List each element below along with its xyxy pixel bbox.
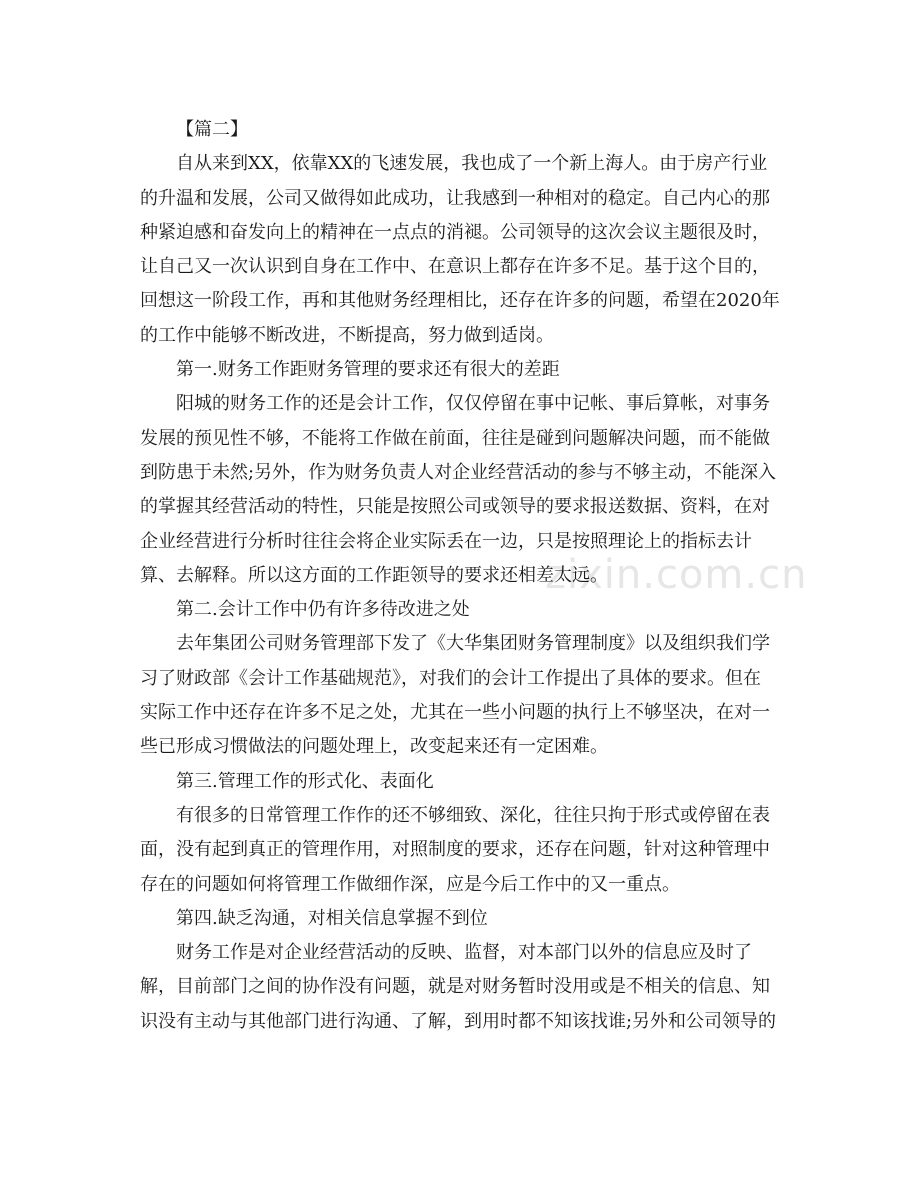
paragraph-line: 自从来到XX，依靠XX的飞速发展，我也成了一个新上海人。由于房产行业 [176, 153, 768, 175]
subheading: 第一.财务工作距财务管理的要求还有很大的差距 [176, 359, 560, 381]
paragraph-line: 存在的问题如何将管理工作做细作深，应是今后工作中的又一重点。 [140, 873, 680, 895]
paragraph-line: 的升温和发展，公司又做得如此成功，让我感到一种相对的稳定。自己内心的那 [140, 187, 770, 209]
paragraph-line: 的掌握其经营活动的特性，只能是按照公司或领导的要求报送数据、资料，在对 [140, 496, 770, 518]
paragraph-line: 回想这一阶段工作，再和其他财务经理相比，还存在许多的问题，希望在2020年 [140, 290, 780, 312]
paragraph-line: 实际工作中还存在许多不足之处，尤其在一些小问题的执行上不够坚决，在对一 [140, 702, 770, 724]
paragraph-line: 到防患于未然;另外，作为财务负责人对企业经营活动的参与不够主动，不能深入 [140, 461, 777, 483]
paragraph-line: 去年集团公司财务管理部下发了《大华集团财务管理制度》以及组织我们学 [176, 633, 770, 655]
paragraph-line: 算、去解释。所以这方面的工作距领导的要求还相差太远。 [140, 564, 608, 586]
subheading: 第四.缺乏沟通，对相关信息掌握不到位 [176, 907, 488, 929]
paragraph-line: 的工作中能够不断改进，不断提高，努力做到适岗。 [140, 324, 554, 346]
paragraph-line: 阳城的财务工作的还是会计工作，仅仅停留在事中记帐、事后算帐，对事务 [176, 393, 770, 415]
paragraph-line: 识没有主动与其他部门进行沟通、了解，到用时都不知该找谁;另外和公司领导的 [140, 1010, 777, 1032]
paragraph-line: 发展的预见性不够，不能将工作做在前面，往往是碰到问题解决问题，而不能做 [140, 427, 770, 449]
paragraph-line: 种紧迫感和奋发向上的精神在一点点的消褪。公司领导的这次会议主题很及时， [140, 221, 770, 243]
paragraph-line: 有很多的日常管理工作作的还不够细致、深化，往往只拘于形式或停留在表 [176, 804, 770, 826]
watermark: zixin.com.cn [545, 552, 808, 598]
subheading: 第二.会计工作中仍有许多待改进之处 [176, 599, 470, 621]
paragraph-line: 些已形成习惯做法的问题处理上，改变起来还有一定困难。 [140, 736, 608, 758]
paragraph-line: 面，没有起到真正的管理作用，对照制度的要求，还存在问题，针对这种管理中 [140, 839, 770, 861]
paragraph-line: 解，目前部门之间的协作没有问题，就是对财务暂时没用或是不相关的信息、知 [140, 976, 770, 998]
document-body [140, 113, 780, 1039]
section-heading: 【篇二】 [176, 119, 248, 140]
paragraph-line: 企业经营进行分析时往往会将企业实际丢在一边，只是按照理论上的指标去计 [140, 530, 752, 552]
paragraph-line: 财务工作是对企业经营活动的反映、监督，对本部门以外的信息应及时了 [176, 942, 752, 964]
paragraph-line: 让自己又一次认识到自身在工作中、在意识上都存在许多不足。基于这个目的， [140, 256, 770, 278]
paragraph-line: 习了财政部《会计工作基础规范》，对我们的会计工作提出了具体的要求。但在 [140, 667, 761, 689]
subheading: 第三.管理工作的形式化、表面化 [176, 770, 434, 792]
